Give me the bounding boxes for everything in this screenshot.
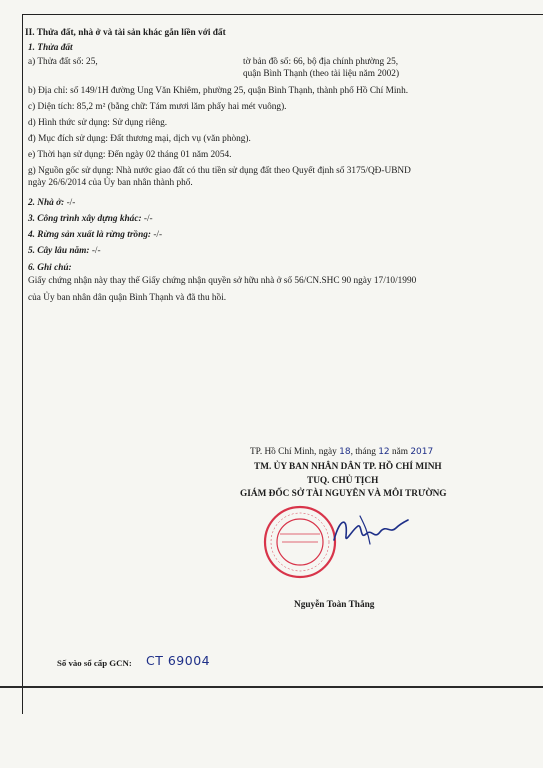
- land-area: c) Diện tích: 85,2 m² (bằng chữ: Tám mươi lăm phẩy hai mét vuông).: [28, 102, 287, 112]
- registry-label: Số vào sổ cấp GCN:: [57, 658, 132, 668]
- official-seal-icon: [262, 504, 338, 580]
- date-year: 2017: [410, 447, 434, 457]
- trees-row: [28, 246, 101, 257]
- house-value: -/-: [66, 198, 76, 208]
- date-prefix: TP. Hồ Chí Minh, ngày: [250, 447, 337, 457]
- handwritten-signature: [330, 510, 410, 550]
- forest-value: -/-: [153, 230, 163, 240]
- notes-heading: 6. Ghi chú:: [28, 263, 72, 273]
- land-address: b) Địa chỉ: số 149/1H đường Ung Văn Khiêm, phường 25, quận Bình Thạnh, thành phố Hồ Chí Minh.: [28, 86, 409, 96]
- org-line3: GIÁM ĐỐC SỞ TÀI NGUYÊN VÀ MÔI TRƯỜNG: [240, 489, 447, 499]
- frame-line-bottom: [0, 686, 543, 688]
- house-heading: 2. Nhà ở:: [28, 198, 65, 208]
- construction-heading: 3. Công trình xây dựng khác:: [28, 214, 142, 224]
- frame-line-left: [22, 14, 23, 714]
- org-line1: TM. ỦY BAN NHÂN DÂN TP. HỒ CHÍ MINH: [254, 462, 442, 472]
- house-row: [28, 198, 75, 209]
- signing-date: [250, 447, 433, 458]
- land-parcel-number: a) Thửa đất số: 25,: [28, 57, 98, 67]
- land-origin-line1: g) Nguồn gốc sử dụng: Nhà nước giao đất có thu tiền sử dụng đất theo Quyết định số 3175/QĐ-UBND: [28, 166, 411, 176]
- forest-heading: 4. Rừng sản xuất là rừng trồng:: [28, 230, 151, 240]
- date-month-label: , tháng: [350, 447, 376, 457]
- trees-value: -/-: [91, 246, 101, 256]
- land-use-form: d) Hình thức sử dụng: Sử dụng riêng.: [28, 118, 168, 128]
- notes-line2: của Ủy ban nhân dân quận Bình Thạnh và đã thu hồi.: [28, 293, 227, 303]
- land-use-purpose: đ) Mục đích sử dụng: Đất thương mại, dịch vụ (văn phòng).: [28, 134, 251, 144]
- forest-row: [28, 230, 162, 241]
- land-heading: 1. Thửa đất: [28, 43, 73, 53]
- signer-name: Nguyễn Toàn Thắng: [294, 600, 375, 610]
- frame-line-top: [22, 14, 543, 15]
- land-origin-line2: ngày 26/6/2014 của Ủy ban nhân thành phố.: [28, 178, 193, 188]
- land-map-source: quận Bình Thạnh (theo tài liệu năm 2002): [243, 69, 400, 79]
- registry-number: CT 69004: [146, 653, 211, 668]
- construction-value: -/-: [143, 214, 153, 224]
- section-title: II. Thửa đất, nhà ở và tài sản khác gắn liền với đất: [25, 28, 226, 38]
- trees-heading: 5. Cây lâu năm:: [28, 246, 90, 256]
- construction-row: [28, 214, 153, 225]
- date-month: 12: [378, 447, 390, 457]
- land-use-term: e) Thời hạn sử dụng: Đến ngày 02 tháng 01 năm 2054.: [28, 150, 232, 160]
- notes-line1: Giấy chứng nhận này thay thế Giấy chứng nhận quyền sở hữu nhà ở số 56/CN.SHC 90 ngày 17/10/1990: [28, 276, 417, 286]
- org-line2: TUQ. CHỦ TỊCH: [307, 476, 379, 486]
- land-map-sheet: tờ bản đồ số: 66, bộ địa chính phường 25,: [243, 57, 399, 67]
- date-day: 18: [339, 447, 351, 457]
- date-year-label: năm: [391, 447, 408, 457]
